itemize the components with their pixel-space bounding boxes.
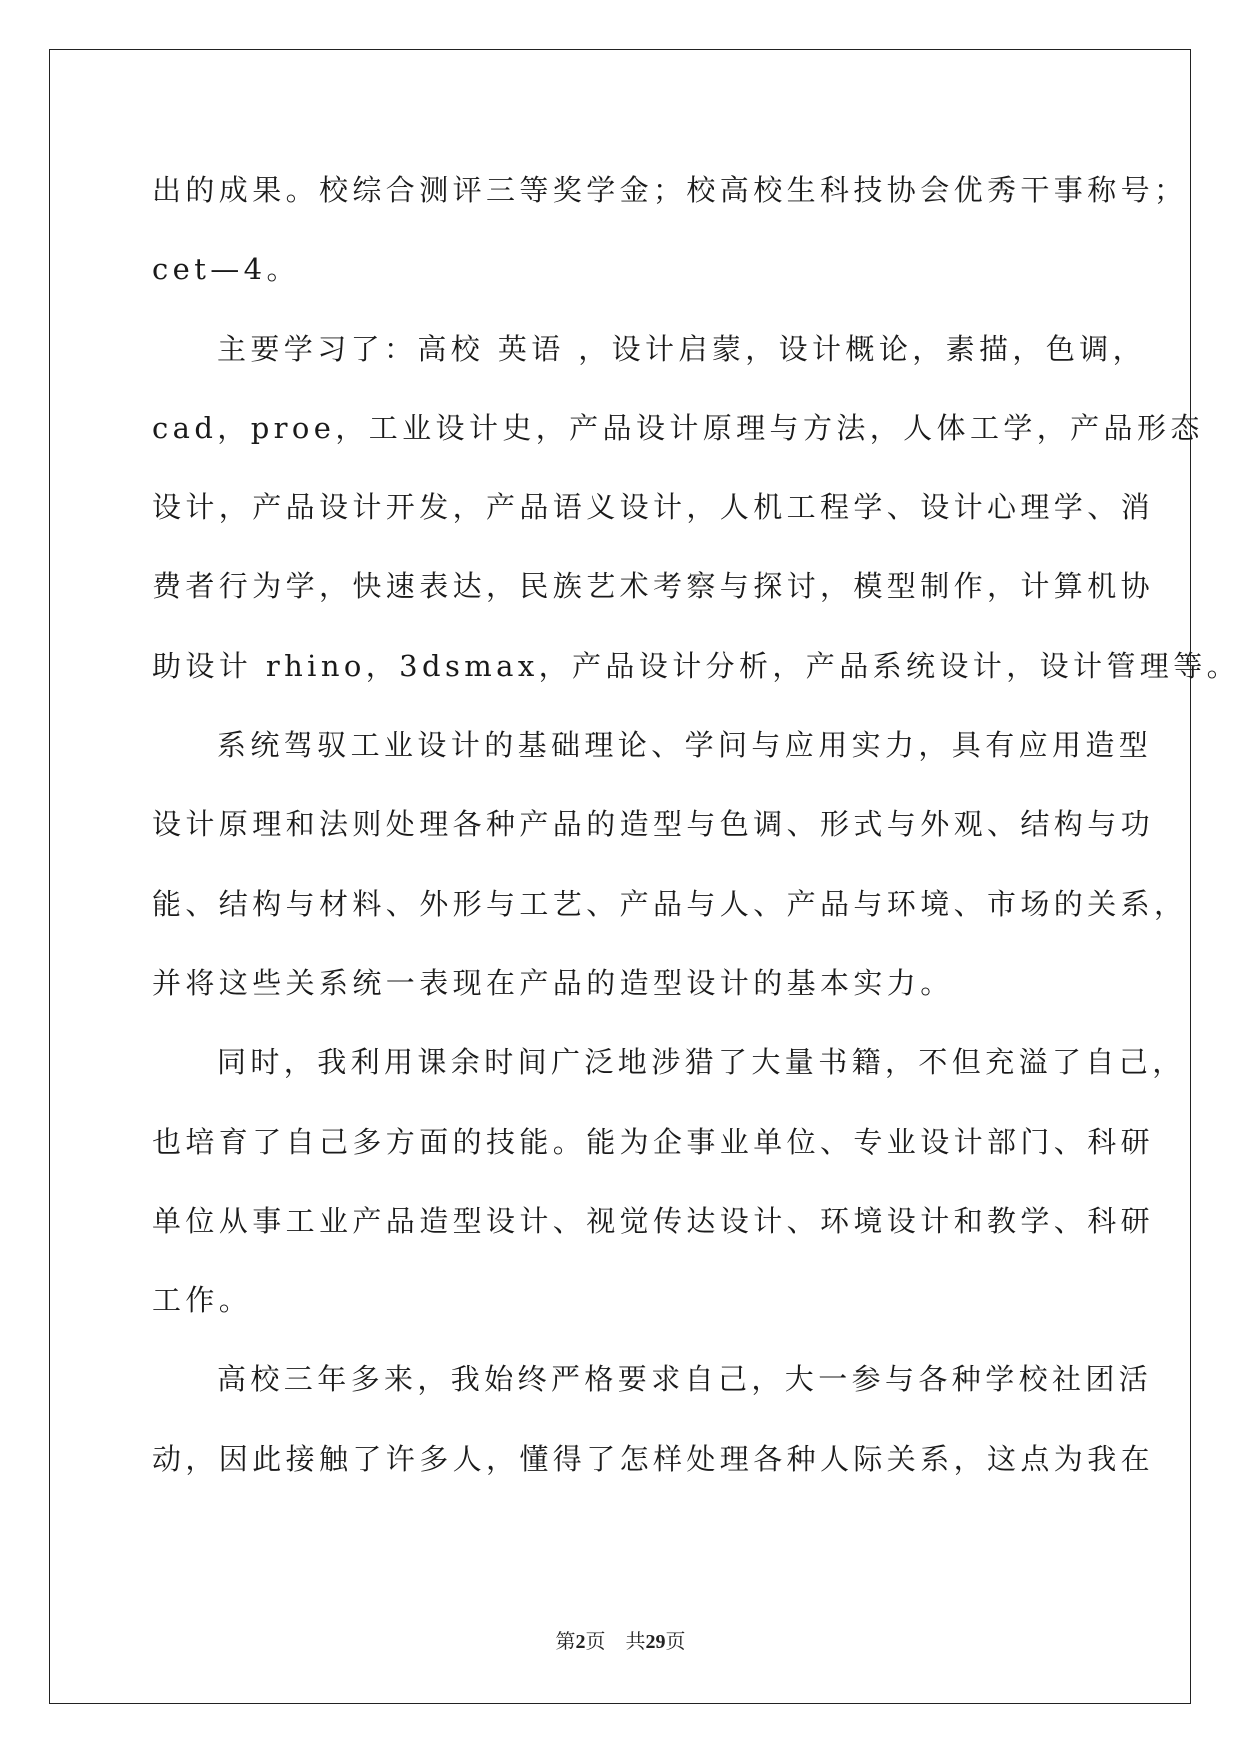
text-line: 并将这些关系统一表现在产品的造型设计的基本实力。 (152, 965, 954, 1000)
footer-page-prefix: 第 (555, 1629, 576, 1653)
footer-page-suffix: 页 (585, 1629, 606, 1653)
text-line: 设计原理和法则处理各种产品的造型与色调、形式与外观、结构与功 (152, 807, 1155, 842)
text-line: 也培育了自己多方面的技能。能为企事业单位、专业设计部门、科研 (152, 1124, 1155, 1159)
text-line: 工作。 (152, 1283, 253, 1318)
text-line: 动，因此接触了许多人，懂得了怎样处理各种人际关系，这点为我在 (152, 1441, 1155, 1476)
text-line: 助设计 rhino，3dsmax，产品设计分析，产品系统设计，设计管理等。 (152, 648, 1241, 683)
text-line: 同时，我利用课余时间广泛地涉猎了大量书籍，不但充溢了自己， (217, 1045, 1186, 1080)
text-line: 能、结构与材料、外形与工艺、产品与人、产品与环境、市场的关系， (152, 886, 1188, 921)
text-line: 设计，产品设计开发，产品语义设计，人机工程学、设计心理学、消 (152, 490, 1155, 525)
text-line: 出的成果。校综合测评三等奖学金；校高校生科技协会优秀干事称号； (152, 173, 1188, 207)
footer-page-number: 2 (575, 1631, 586, 1653)
body-text (152, 151, 1241, 1499)
text-line: 系统驾驭工业设计的基础理论、学问与应用实力，具有应用造型 (217, 728, 1153, 763)
text-line: 单位从事工业产品造型设计、视觉传达设计、环境设计和教学、科研 (152, 1203, 1155, 1238)
text-line: cet—4。 (152, 252, 300, 287)
text-line: 主要学习了：高校 英语 ，设计启蒙，设计概论，素描，色调， (217, 331, 1147, 366)
footer-total-prefix: 共 (625, 1629, 646, 1653)
text-line: 高校三年多来，我始终严格要求自己，大一参与各种学校社团活 (217, 1362, 1153, 1397)
page-footer (0, 1629, 1241, 1654)
footer-total-pages: 29 (645, 1631, 666, 1653)
text-line: cad，proe，工业设计史，产品设计原理与方法，人体工学，产品形态 (152, 410, 1204, 445)
text-line: 费者行为学，快速表达，民族艺术考察与探讨，模型制作，计算机协 (152, 569, 1155, 604)
footer-total-suffix: 页 (665, 1629, 686, 1653)
